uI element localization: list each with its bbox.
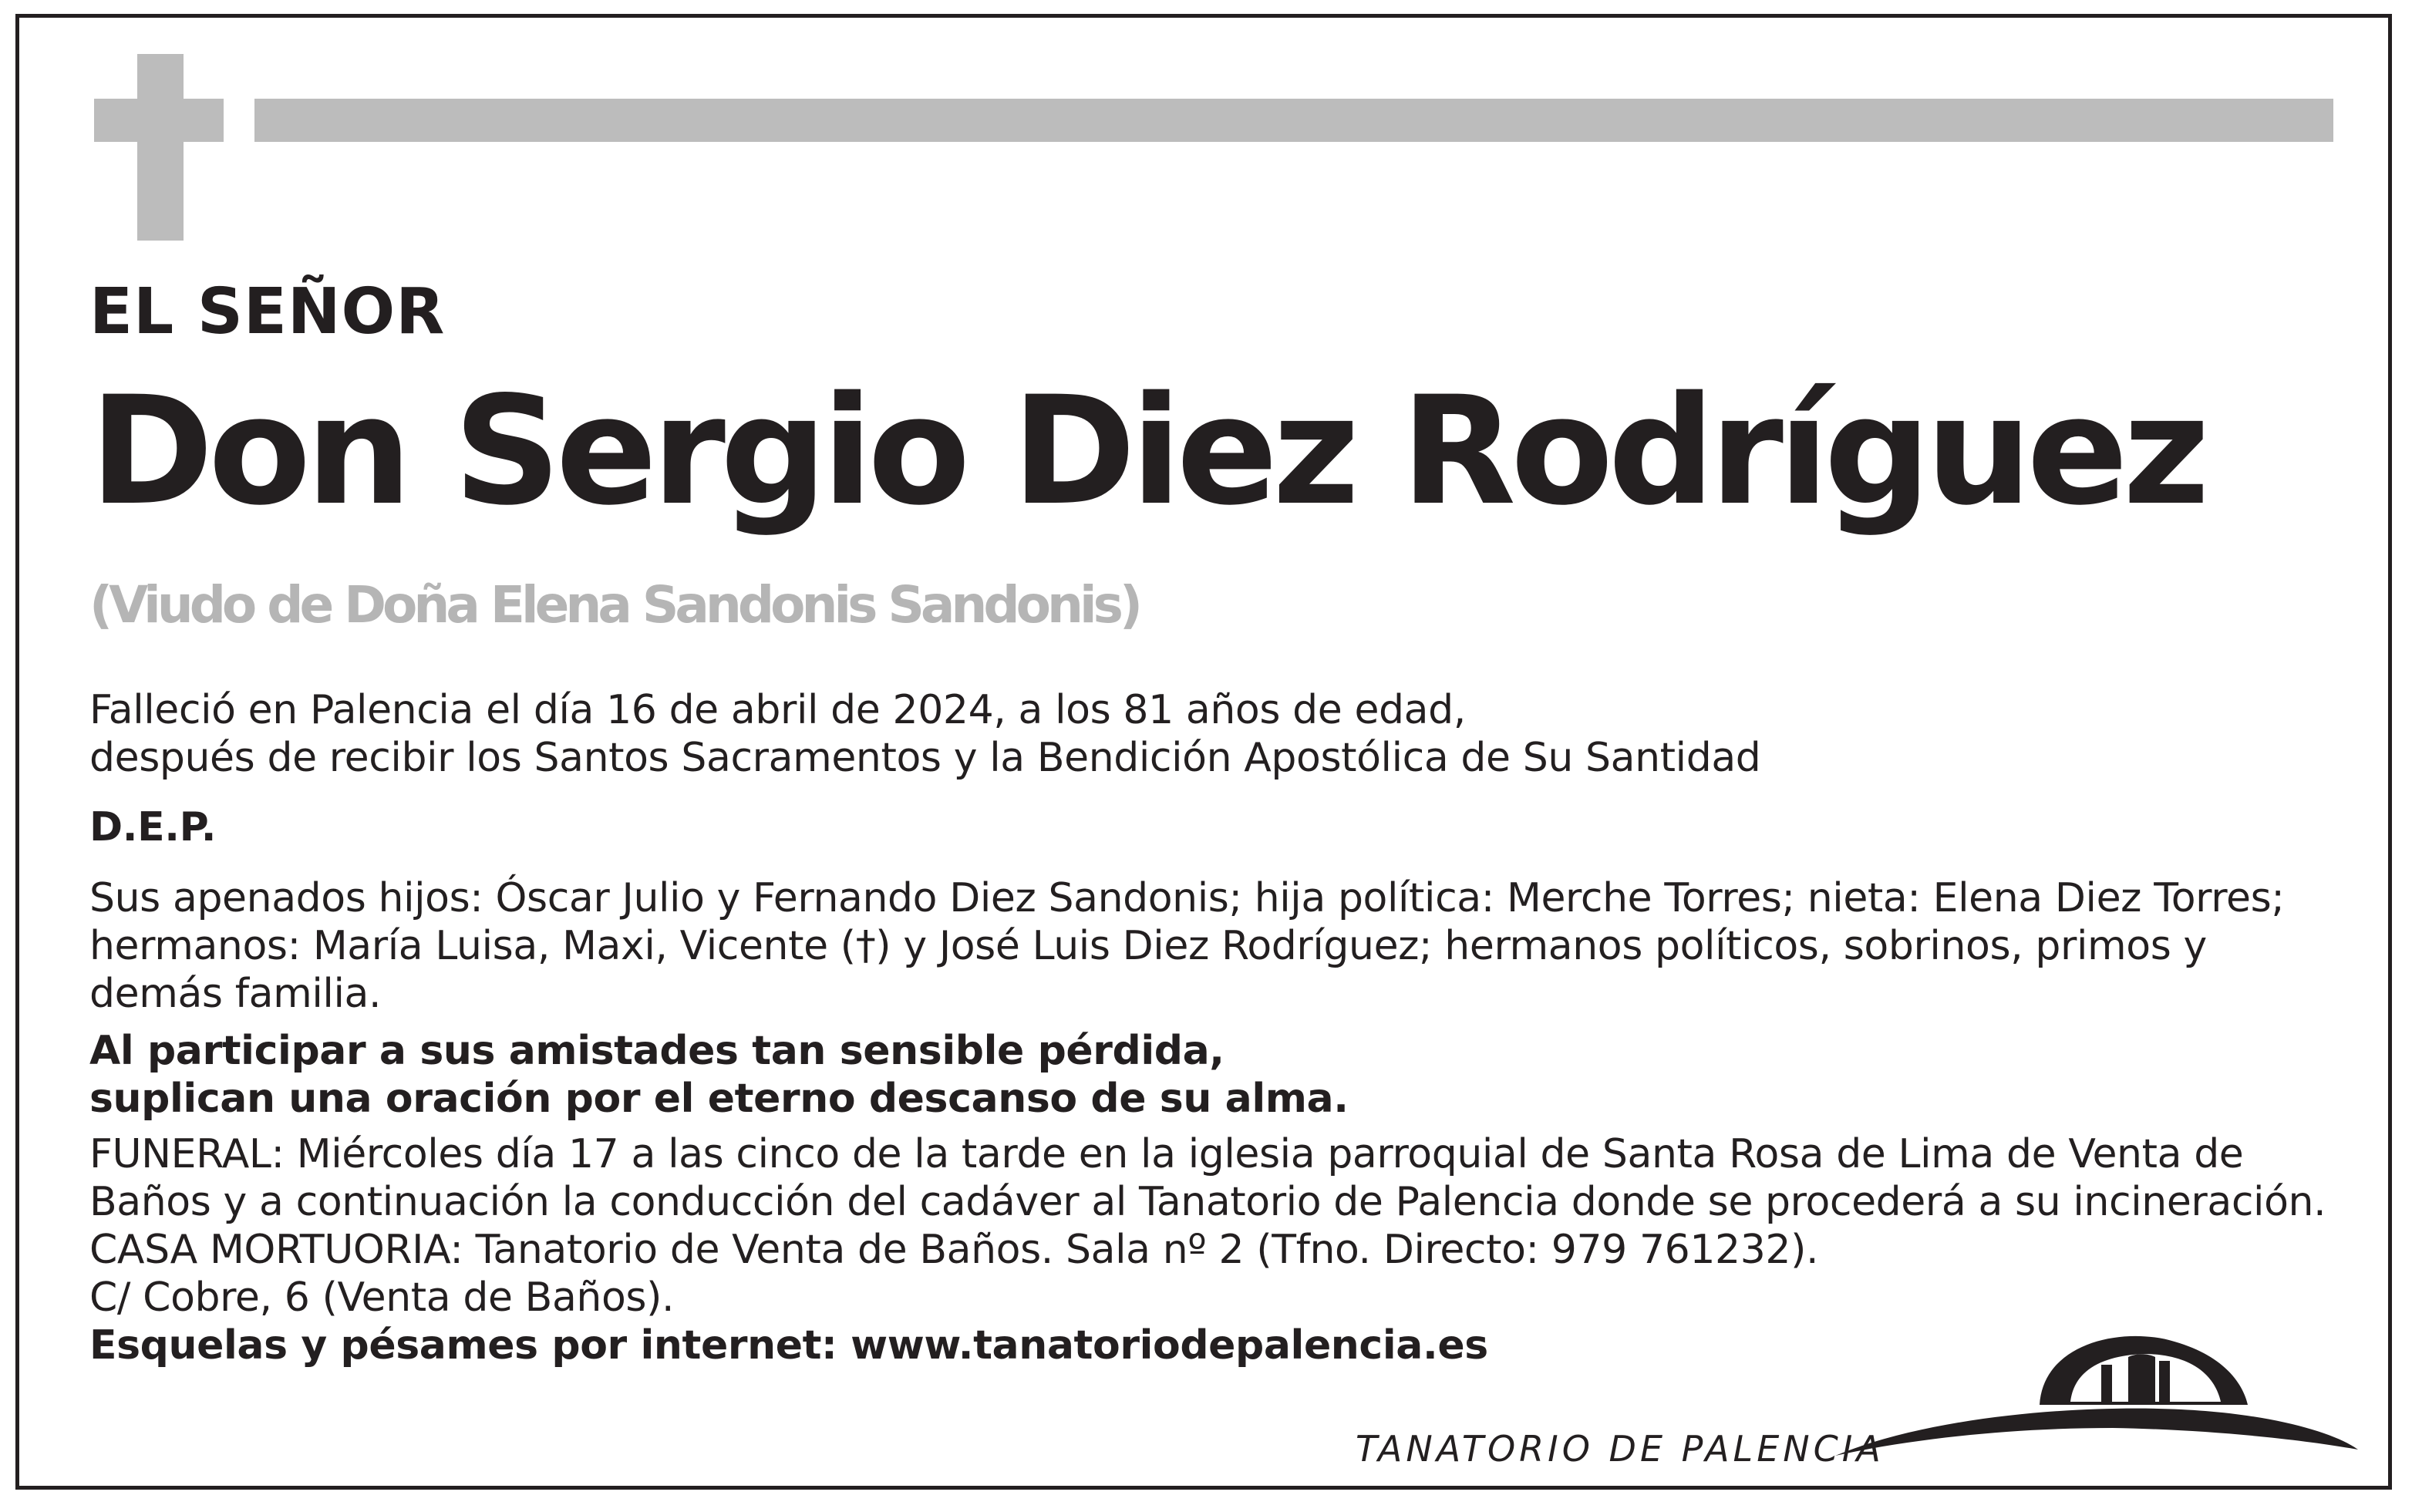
header-divider-bar [254,99,2333,142]
notice-content [89,262,2349,1369]
widower-subtitle: (Viudo de Doña Elena Sandonis Sandonis) [89,575,1140,635]
family-line: hermanos: María Luisa, Maxi, Vicente (†) y José Luis Diez Rodríguez; hermanos políticos, sobrinos, primos y [89,923,2207,969]
appeal-line: Al participar a sus amistades tan sensible pérdida, [89,1028,1225,1074]
deceased-name: Don Sergio Diez Rodríguez [89,364,2205,538]
funeral-line: C/ Cobre, 6 (Venta de Baños). [89,1275,675,1321]
family-line: Sus apenados hijos: Óscar Julio y Fernando Diez Sandonis; hija política: Merche Torres; nieta: Elena Diez Torres; [89,875,2285,921]
dep-label: D.E.P. [89,804,217,850]
death-notice-line: Falleció en Palencia el día 16 de abril de 2024, a los 81 años de edad, [89,687,1466,733]
cross-icon-vertical [137,54,184,241]
death-notice-line: después de recibir los Santos Sacramentos y la Bendición Apostólica de Su Santidad [89,735,1761,781]
family-paragraph [89,874,2349,1018]
death-notice [89,686,2349,782]
appeal-paragraph [89,1027,2349,1123]
family-line: demás familia. [89,971,382,1017]
website-line: Esquelas y pésames por internet: www.tanatoriodepalencia.es [89,1322,1488,1369]
appeal-line: suplican una oración por el eterno descanso de su alma. [89,1076,1349,1122]
cross-icon-horizontal [94,99,224,142]
funeral-line: FUNERAL: Miércoles día 17 a las cinco de la tarde en la iglesia parroquial de Santa Rosa de Lima de Venta de [89,1131,2244,1177]
title-prefix: EL SEÑOR [89,275,446,349]
funeral-line: Baños y a continuación la conducción del cadáver al Tanatorio de Palencia donde se procederá a su incineración. [89,1179,2326,1225]
funeral-line: CASA MORTUORIA: Tanatorio de Venta de Baños. Sala nº 2 (Tfno. Directo: 979 761232). [89,1227,1819,1273]
logo-text: TANATORIO DE PALENCIA [1356,1428,1885,1470]
